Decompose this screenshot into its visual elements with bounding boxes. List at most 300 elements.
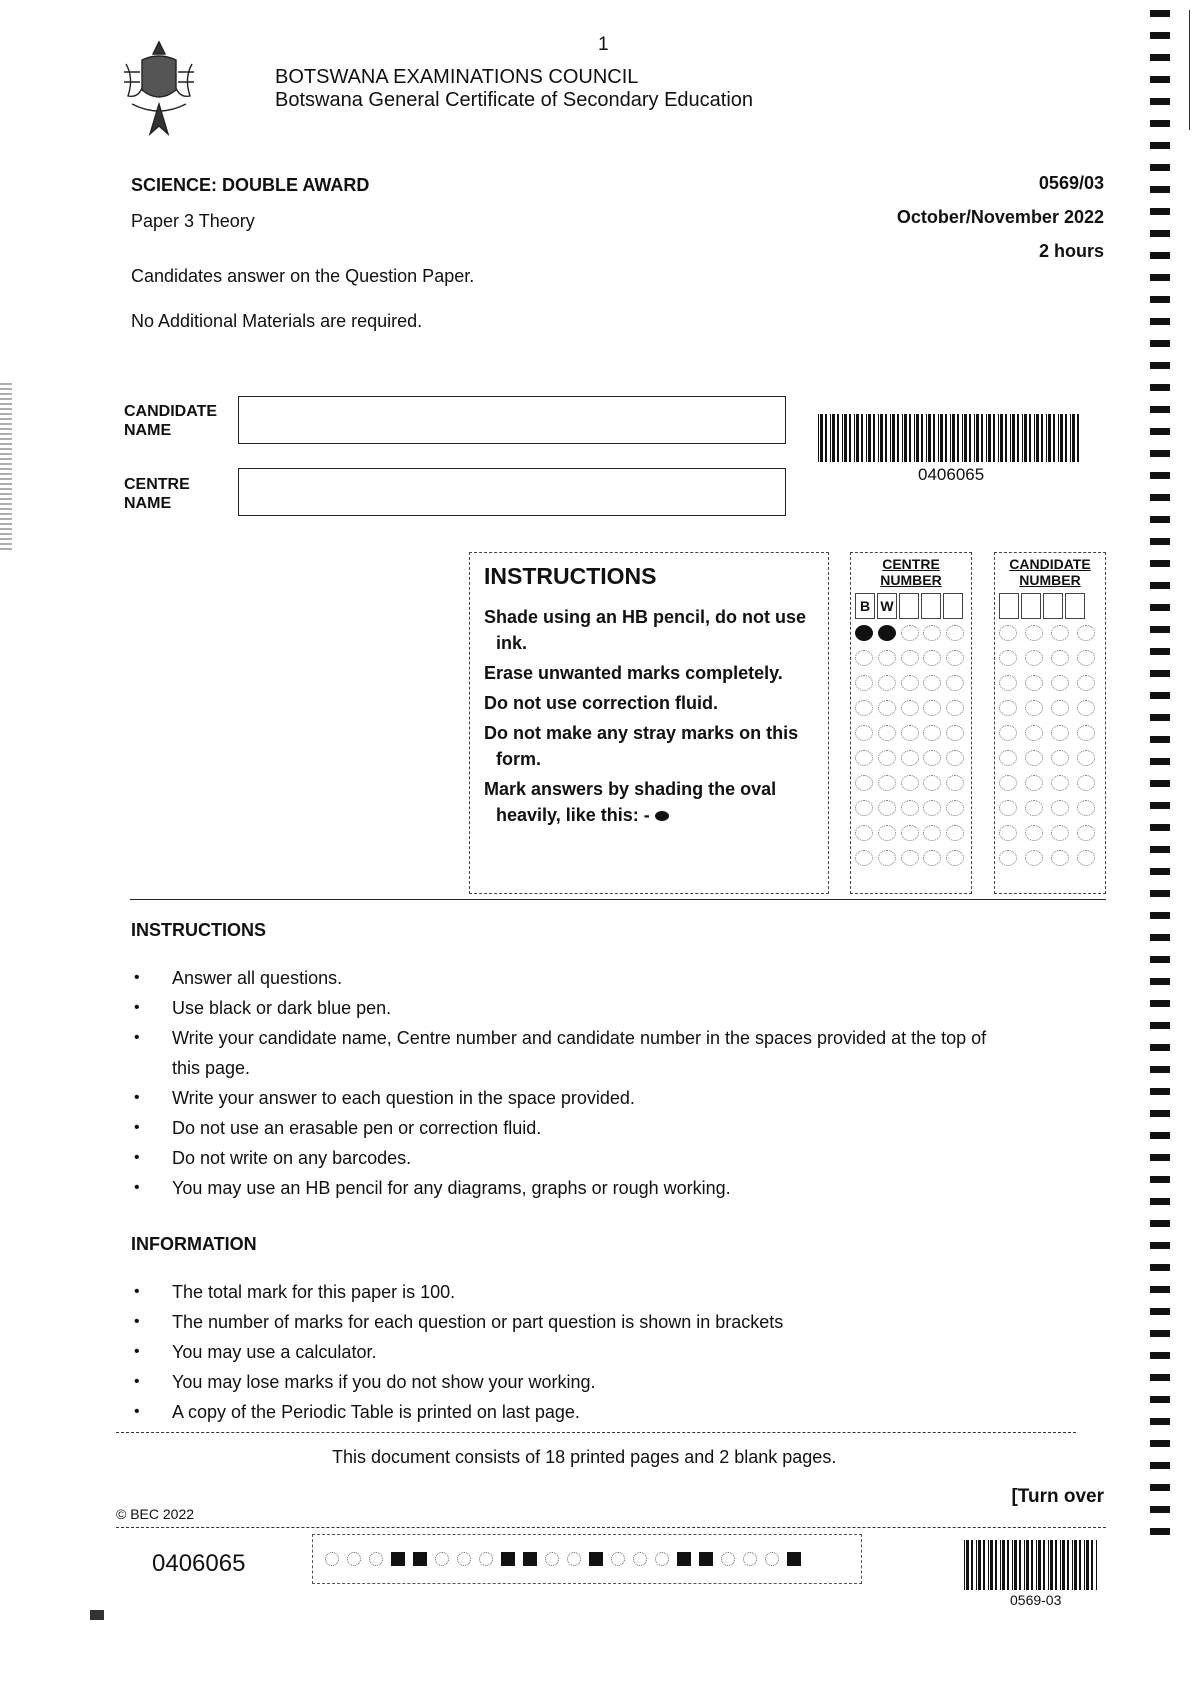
barcode-bar [832,414,835,462]
code-block [501,1552,515,1566]
omr-oval[interactable] [901,750,919,766]
barcode-bar [1096,1540,1097,1590]
timing-mark [1150,1242,1170,1249]
omr-oval[interactable] [1051,725,1069,741]
barcode-bar [1084,1540,1085,1590]
omr-oval[interactable] [923,700,941,716]
barcode-bar [976,414,979,462]
barcode-bar [856,414,859,462]
omr-oval[interactable] [923,725,941,741]
omr-oval[interactable] [1051,825,1069,841]
timing-mark [1150,494,1170,501]
list-item: • You may lose marks if you do not show your working. [130,1367,1030,1397]
barcode-bar [902,414,903,462]
omr-oval[interactable] [878,825,896,841]
code-ring [721,1552,735,1566]
barcode-bar [868,414,871,462]
barcode-bar [966,1540,969,1590]
omr-oval[interactable] [999,775,1017,791]
omr-oval[interactable] [855,725,873,741]
subject-title: SCIENCE: DOUBLE AWARD [131,175,370,195]
timing-mark [1150,472,1170,479]
omr-oval[interactable] [901,625,919,641]
exam-council-header [275,66,753,112]
barcode-bar [1026,1540,1029,1590]
omr-oval[interactable] [1051,700,1069,716]
code-ring [567,1552,581,1566]
timing-mark [1150,1000,1170,1007]
barcode-bar [983,1540,985,1590]
omr-oval[interactable] [855,750,873,766]
omr-instructions-title: INSTRUCTIONS [484,563,657,589]
timing-mark [1150,1044,1170,1051]
omr-oval[interactable] [1077,625,1095,641]
barcode-bar [1012,1540,1013,1590]
code-block [413,1552,427,1566]
list-item: • Do not use an erasable pen or correction fluid. [130,1113,1000,1143]
omr-oval[interactable] [1077,750,1095,766]
omr-oval[interactable] [1077,675,1095,691]
code-block [589,1552,603,1566]
omr-oval[interactable] [901,850,919,866]
timing-mark [1150,318,1170,325]
barcode-bar [1024,1540,1025,1590]
omr-instructions-box [469,552,829,894]
centre-digit-cell[interactable] [943,593,963,619]
instructions-list [130,963,1000,1203]
omr-oval[interactable] [946,700,964,716]
barcode-bar [1060,1540,1061,1590]
timing-mark [1150,340,1170,347]
omr-oval[interactable] [923,775,941,791]
timing-mark [1150,1286,1170,1293]
timing-mark [1150,516,1170,523]
barcode-bar [1031,1540,1033,1590]
barcode-bar [1012,414,1015,462]
omr-oval[interactable] [1051,650,1069,666]
timing-mark [1150,934,1170,941]
timing-mark [1150,142,1170,149]
timing-mark [1150,1220,1170,1227]
timing-mark [1150,890,1170,897]
timing-mark [1150,120,1170,127]
candidate-digit-cell[interactable] [1065,593,1085,619]
list-item: • Use black or dark blue pen. [130,993,1000,1023]
barcode-number: 0406065 [918,465,985,484]
omr-oval[interactable] [855,800,873,816]
timing-mark [1150,1418,1170,1425]
timing-mark [1150,604,1170,611]
omr-oval[interactable] [878,800,896,816]
barcode-bar [1070,414,1071,462]
barcode-bar [1079,1540,1081,1590]
candidate-number-title: CANDIDATE NUMBER [1009,556,1091,588]
omr-oval[interactable] [855,700,873,716]
omr-oval[interactable] [1025,725,1043,741]
section-divider [130,899,1106,900]
timing-mark [1150,560,1170,567]
barcode-bar [974,414,975,462]
barcode-bar [897,414,899,462]
omr-oval[interactable] [878,625,896,641]
code-ring [347,1552,361,1566]
barcode-bar [964,1540,965,1590]
timing-mark [1150,1066,1170,1073]
code-block [677,1552,691,1566]
timing-mark [1150,956,1170,963]
barcode-bar [880,414,883,462]
information-list [130,1277,1030,1427]
list-item: • The number of marks for each question or part question is shown in brackets [130,1307,1030,1337]
timing-mark [1150,1330,1170,1337]
omr-instruction: Mark answers by shading the oval heavily, like this: - [484,779,777,825]
barcode-bar [1055,1540,1057,1590]
omr-oval[interactable] [923,850,941,866]
barcode-bar [916,414,919,462]
omr-oval[interactable] [923,800,941,816]
code-ring [633,1552,647,1566]
timing-mark [1150,582,1170,589]
barcode-bar [1014,1540,1017,1590]
barcode-bar [1017,414,1019,462]
instructions-title: INSTRUCTIONS [131,920,266,940]
barcode-bar [1065,414,1067,462]
code-ring [655,1552,669,1566]
omr-oval[interactable] [1025,625,1043,641]
barcode-bar [909,414,911,462]
omr-oval[interactable] [999,800,1017,816]
barcode-bar [818,414,819,462]
centre-number-ovals[interactable] [855,625,967,866]
timing-mark [1150,32,1170,39]
omr-oval[interactable] [923,625,941,641]
barcode-bar [1067,1540,1069,1590]
barcode-bar [957,414,959,462]
barcode-bar [1002,1540,1005,1590]
timing-mark [1150,846,1170,853]
list-item: • The total mark for this paper is 100. [130,1277,1030,1307]
omr-oval[interactable] [923,650,941,666]
barcode-bar [981,414,983,462]
barcode-bar [988,1540,989,1590]
barcode-bar [926,414,927,462]
omr-oval[interactable] [999,750,1017,766]
barcode-bar [854,414,855,462]
page-number: 1 [598,34,609,55]
barcode-bar [1086,1540,1089,1590]
barcode-bar [1036,1540,1037,1590]
omr-oval[interactable] [946,750,964,766]
candidate-number-grid[interactable] [994,552,1106,894]
barcode-bar [1038,1540,1041,1590]
centre-number-grid[interactable] [850,552,972,894]
omr-oval[interactable] [878,650,896,666]
list-item: • A copy of the Periodic Table is printed on last page. [130,1397,1030,1427]
omr-oval[interactable] [901,825,919,841]
omr-oval[interactable] [999,625,1017,641]
omr-oval[interactable] [878,750,896,766]
candidate-digit-cell[interactable] [1021,593,1041,619]
omr-oval[interactable] [946,825,964,841]
omr-oval[interactable] [901,775,919,791]
candidate-digit-cell[interactable] [1043,593,1063,619]
omr-oval[interactable] [946,675,964,691]
barcode-bar [998,414,999,462]
list-item: • You may use an HB pencil for any diagrams, graphs or rough working. [130,1173,1000,1203]
candidate-number-cells [999,593,1105,619]
timing-mark [1150,362,1170,369]
barcode-bar [914,414,915,462]
omr-oval[interactable] [923,750,941,766]
omr-oval[interactable] [946,850,964,866]
timing-mark [1150,626,1170,633]
code-block [391,1552,405,1566]
omr-oval[interactable] [1051,625,1069,641]
omr-oval[interactable] [855,650,873,666]
omr-oval[interactable] [1025,675,1043,691]
centre-digit-cell[interactable] [899,593,919,619]
timing-mark [1150,692,1170,699]
omr-oval[interactable] [1051,850,1069,866]
barcode-bar [866,414,867,462]
omr-oval[interactable] [1051,750,1069,766]
code-ring [545,1552,559,1566]
barcode-bar [1000,1540,1001,1590]
barcode-bar [940,414,943,462]
candidate-digit-cell[interactable] [999,593,1019,619]
barcode-bar [1005,414,1007,462]
omr-oval[interactable] [946,725,964,741]
omr-oval[interactable] [901,675,919,691]
certificate-name: Botswana General Certificate of Secondary Education [275,89,754,111]
barcode-bar [962,414,963,462]
centre-prefix-cell: B [855,593,875,619]
document-page-count: This document consists of 18 printed pages and 2 blank pages. [332,1447,837,1467]
list-item: • Write your candidate name, Centre number and candidate number in the spaces provided at the top of this page. [130,1023,1000,1083]
omr-oval[interactable] [855,825,873,841]
omr-instruction: Shade using an HB pencil, do not use ink. [484,607,807,653]
omr-oval[interactable] [946,650,964,666]
timing-mark [1150,714,1170,721]
barcode-bar [971,1540,973,1590]
materials-note: No Additional Materials are required. [131,311,423,331]
timing-mark [1150,1506,1170,1513]
omr-oval[interactable] [901,800,919,816]
code-ring [435,1552,449,1566]
centre-digit-cell[interactable] [921,593,941,619]
barcode-bar [1048,1540,1049,1590]
barcode [818,414,1108,462]
barcode-bar [952,414,955,462]
footer-divider [116,1432,1076,1433]
barcode-bar [1053,414,1055,462]
omr-oval[interactable] [1025,650,1043,666]
omr-oval[interactable] [901,650,919,666]
timing-mark [1150,736,1170,743]
timing-mark [1150,1308,1170,1315]
timing-mark [1150,230,1170,237]
omr-oval[interactable] [1025,750,1043,766]
barcode-bar [1041,414,1043,462]
timing-mark [1150,1396,1170,1403]
code-ring [765,1552,779,1566]
timing-mark [1150,538,1170,545]
barcode-bar [892,414,895,462]
omr-oval[interactable] [1025,700,1043,716]
barcode-bar [1074,1540,1077,1590]
omr-oval[interactable] [946,625,964,641]
barcode-bar [1077,414,1079,462]
timing-mark [1150,208,1170,215]
barcode-bar [1043,1540,1045,1590]
code-ring [369,1552,383,1566]
list-item: • Write your answer to each question in the space provided. [130,1083,1000,1113]
barcode-bar [1024,414,1027,462]
timing-mark [1150,10,1170,17]
barcode-bar [1034,414,1035,462]
timing-mark [1150,1352,1170,1359]
omr-oval[interactable] [1077,650,1095,666]
paper-code-label: 0569-03 [1010,1592,1062,1608]
timing-mark [1150,1484,1170,1491]
timing-mark [1150,1374,1170,1381]
centre-number-cells [855,593,971,619]
centre-prefix-cell: W [877,593,897,619]
paper-code: 0569/03 [1038,173,1104,193]
omr-oval[interactable] [1077,850,1095,866]
list-item: • Do not write on any barcodes. [130,1143,1000,1173]
timing-mark [1150,670,1170,677]
omr-oval[interactable] [901,725,919,741]
barcode-bar [1046,414,1047,462]
code-ring [479,1552,493,1566]
omr-oval[interactable] [1051,800,1069,816]
omr-oval[interactable] [1077,775,1095,791]
omr-oval[interactable] [1051,675,1069,691]
omr-oval[interactable] [1025,850,1043,866]
barcode-bar [1048,414,1051,462]
code-block [699,1552,713,1566]
barcode-bar [976,1540,977,1590]
timing-mark [1150,406,1170,413]
centre-name-field[interactable] [238,468,786,516]
omr-oval[interactable] [1077,800,1095,816]
barcode-bar [993,414,995,462]
omr-oval[interactable] [1025,800,1043,816]
omr-oval[interactable] [901,700,919,716]
timing-mark [1150,1462,1170,1469]
timing-mark [1150,76,1170,83]
barcode-bar [837,414,839,462]
omr-oval[interactable] [878,850,896,866]
barcode-bar [820,414,823,462]
exam-duration: 2 hours [1038,241,1104,261]
barcode-bar [890,414,891,462]
paper-title: Paper 3 Theory [131,211,255,231]
omr-oval[interactable] [878,775,896,791]
candidate-number-ovals[interactable] [999,625,1101,866]
omr-oval[interactable] [1077,725,1095,741]
centre-number-title: CENTRE NUMBER [880,556,942,588]
timing-mark [1150,1022,1170,1029]
barcode-bar [1019,1540,1021,1590]
barcode-bar [964,414,967,462]
omr-oval[interactable] [1051,775,1069,791]
timing-mark [1150,912,1170,919]
omr-oval[interactable] [1025,825,1043,841]
information-title: INFORMATION [131,1234,257,1254]
omr-oval[interactable] [946,775,964,791]
barcode-bar [825,414,827,462]
omr-oval[interactable] [855,775,873,791]
timing-mark [1150,384,1170,391]
timing-mark [1150,978,1170,985]
omr-oval[interactable] [999,700,1017,716]
omr-oval[interactable] [1077,825,1095,841]
barcode-bar [988,414,991,462]
timing-mark [1150,1264,1170,1271]
barcode-bar [849,414,851,462]
code-ring [611,1552,625,1566]
barcode-bar [950,414,951,462]
omr-oval[interactable] [878,675,896,691]
timing-mark [1150,1088,1170,1095]
code-ring [325,1552,339,1566]
code-ring [457,1552,471,1566]
omr-oval[interactable] [923,675,941,691]
omr-instruction: Do not use correction fluid. [484,693,719,713]
omr-oval[interactable] [999,675,1017,691]
timing-mark [1150,296,1170,303]
omr-oval[interactable] [999,725,1017,741]
omr-oval[interactable] [923,825,941,841]
omr-oval[interactable] [878,700,896,716]
timing-mark [1150,802,1170,809]
code-block [523,1552,537,1566]
omr-oval[interactable] [946,800,964,816]
list-item: • Answer all questions. [130,963,1000,993]
barcode-bar [878,414,879,462]
barcode-bar [933,414,935,462]
omr-oval[interactable] [1025,775,1043,791]
barcode-bar [978,1540,981,1590]
timing-mark [1150,428,1170,435]
answer-instruction: Candidates answer on the Question Paper. [131,266,475,286]
barcode-bar [885,414,887,462]
omr-oval[interactable] [1077,700,1095,716]
omr-oval[interactable] [855,625,873,641]
script-number: 0406065 [152,1550,246,1577]
timing-mark [1150,648,1170,655]
omr-oval[interactable] [999,825,1017,841]
omr-oval[interactable] [999,850,1017,866]
omr-oval[interactable] [999,650,1017,666]
barcode-bar [1022,414,1023,462]
barcode-bar [1050,1540,1053,1590]
candidate-name-field[interactable] [238,396,786,444]
omr-oval[interactable] [878,725,896,741]
copyright: © BEC 2022 [116,1506,195,1522]
centre-name-label: CENTRE NAME [124,476,190,512]
omr-oval[interactable] [855,675,873,691]
barcode-bar [1036,414,1039,462]
omr-oval[interactable] [855,850,873,866]
timing-mark [1150,868,1170,875]
barcode-bar [938,414,939,462]
footer-rule [116,1527,1106,1528]
barcode-bar [861,414,863,462]
barcode-bar [1060,414,1063,462]
